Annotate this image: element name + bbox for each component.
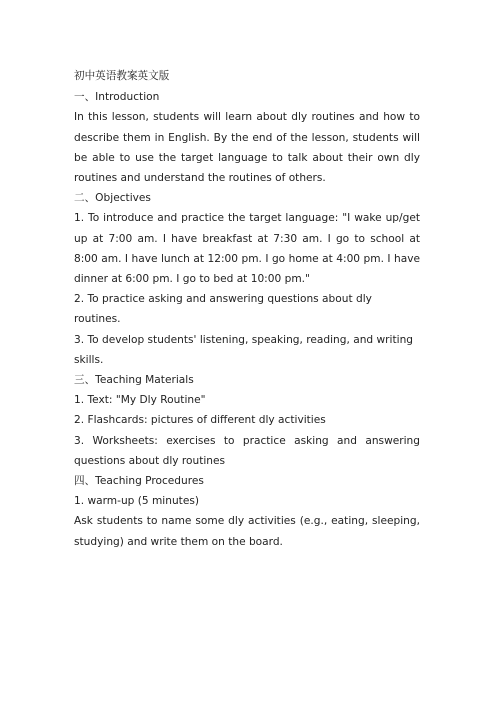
section-heading-procedures: 四、Teaching Procedures <box>74 475 204 488</box>
document-body <box>74 66 420 552</box>
material-item-2: 2. Flashcards: pictures of different dly activities <box>74 414 326 427</box>
introduction-paragraph: In this lesson, students will learn about dly routines and how to describe them in English. By the end of the lesson, students will be able to use the target language to talk about their own dly routines and understand the routines of others. <box>74 111 420 185</box>
objective-item-3: 3. To develop students' listening, speaking, reading, and writing skills. <box>74 333 414 366</box>
procedure-step-1: 1. warm-up (5 minutes) <box>74 495 200 508</box>
procedure-step-1-detail: Ask students to name some dly activities (e.g., eating, sleeping, studying) and write them on the board. <box>74 515 420 548</box>
objective-item-1: 1. To introduce and practice the target language: "I wake up/get up at 7:00 am. I have breakfast at 7:30 am. I go to school at 8:00 am. I have lunch at 12:00 pm. I go home at 4:00 pm. I have dinner at 6:00 pm. I go to bed at 10:00 pm." <box>74 212 420 286</box>
material-item-1: 1. Text: "My Dly Routine" <box>74 394 206 407</box>
section-heading-materials: 三、Teaching Materials <box>74 374 194 387</box>
document-title: 初中英语教案英文版 <box>74 70 170 82</box>
section-heading-introduction: 一、Introduction <box>74 91 160 104</box>
objective-item-2: 2. To practice asking and answering questions about dly routines. <box>74 293 372 326</box>
material-item-3: 3. Worksheets: exercises to practice asking and answering questions about dly routines <box>74 434 420 467</box>
section-heading-objectives: 二、Objectives <box>74 192 151 205</box>
